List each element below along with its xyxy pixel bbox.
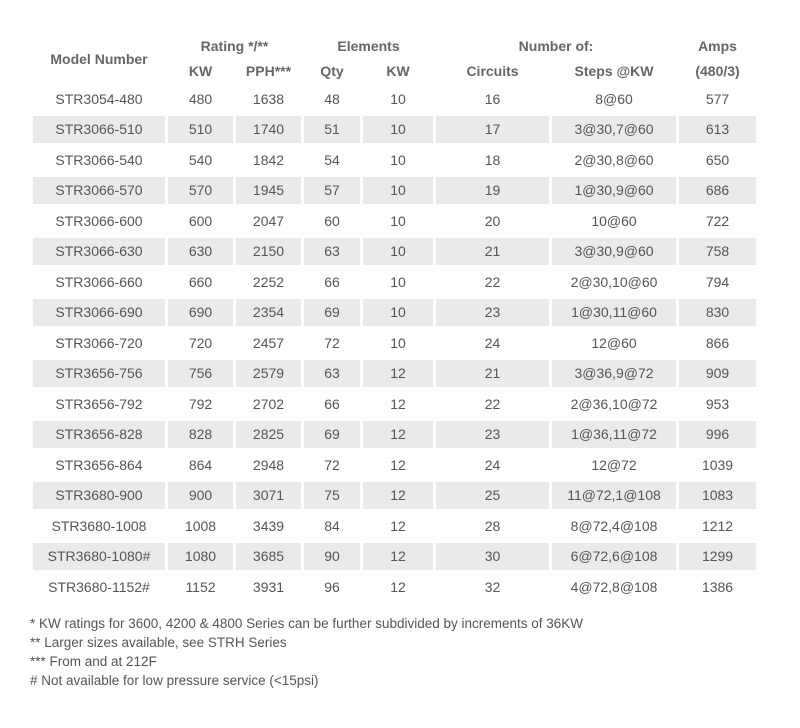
cell-elements-qty: 84: [324, 517, 340, 534]
cell-model-number: STR3656-756: [33, 360, 165, 388]
header-rating: Rating */**: [200, 38, 269, 54]
cell-rating-kw: 540: [188, 151, 213, 168]
cell-rating-kw: 864: [188, 456, 213, 473]
cell-elements-kw: 10: [363, 299, 433, 327]
cell-rating-kw: 510: [168, 116, 233, 144]
table-row: [33, 299, 756, 327]
cell-model-number: STR3680-900: [33, 482, 165, 510]
header-circuits: Circuits: [466, 63, 519, 79]
cell-rating-pph: 2150: [236, 238, 301, 266]
cell-elements-kw: 12: [390, 517, 406, 534]
cell-rating-pph: 2948: [252, 456, 285, 473]
cell-steps-at-kw: 8@72,4@108: [570, 517, 658, 534]
cell-elements-kw: 10: [363, 177, 433, 205]
cell-amps: 1212: [701, 517, 734, 534]
cell-steps-at-kw: 11@72,1@108: [552, 482, 676, 510]
cell-elements-kw: 12: [363, 360, 433, 388]
cell-circuits: 22: [484, 273, 501, 290]
cell-rating-kw: 720: [188, 334, 213, 351]
cell-amps: 686: [679, 177, 756, 205]
cell-rating-kw: 690: [168, 299, 233, 327]
cell-rating-pph: 1945: [236, 177, 301, 205]
cell-elements-qty: 54: [324, 151, 340, 168]
cell-steps-at-kw: 8@60: [595, 90, 633, 107]
header-number-of: Number of:: [518, 38, 594, 54]
cell-elements-kw: 10: [363, 238, 433, 266]
cell-rating-kw: 570: [168, 177, 233, 205]
header-amps-voltage: (480/3): [695, 63, 740, 79]
cell-circuits: 32: [484, 578, 501, 595]
cell-amps: 577: [705, 90, 730, 107]
cell-rating-kw: 900: [168, 482, 233, 510]
cell-amps: 1083: [679, 482, 756, 510]
cell-model-number: STR3066-510: [33, 116, 165, 144]
cell-model-number: STR3656-828: [33, 421, 165, 449]
cell-circuits: 25: [436, 482, 549, 510]
cell-model-number: STR3054-480: [55, 90, 143, 107]
cell-model-number: STR3066-720: [55, 334, 143, 351]
cell-model-number: STR3066-570: [33, 177, 165, 205]
table-row: [33, 421, 756, 449]
cell-amps: 1039: [701, 456, 734, 473]
cell-circuits: 16: [484, 90, 501, 107]
cell-amps: 650: [705, 151, 730, 168]
cell-elements-qty: 63: [304, 238, 360, 266]
cell-steps-at-kw: 12@72: [591, 456, 637, 473]
footnote-from-and-at: *** From and at 212F: [30, 654, 157, 669]
cell-steps-at-kw: 2@36,10@72: [570, 395, 658, 412]
cell-steps-at-kw: 1@30,9@60: [552, 177, 676, 205]
table-row: [33, 85, 756, 113]
cell-circuits: 24: [484, 334, 501, 351]
cell-model-number: STR3066-630: [33, 238, 165, 266]
cell-circuits: 28: [484, 517, 501, 534]
cell-circuits: 30: [436, 543, 549, 571]
table-row: [33, 451, 756, 479]
cell-amps: 1299: [679, 543, 756, 571]
cell-rating-pph: 1842: [252, 151, 285, 168]
cell-circuits: 24: [484, 456, 501, 473]
table-row: [33, 329, 756, 357]
cell-steps-at-kw: 12@60: [591, 334, 637, 351]
cell-steps-at-kw: 10@60: [591, 212, 637, 229]
cell-amps: 866: [705, 334, 730, 351]
header-element-kw: KW: [386, 63, 410, 79]
cell-rating-pph: 2702: [252, 395, 285, 412]
cell-elements-qty: 69: [304, 299, 360, 327]
cell-steps-at-kw: 2@30,8@60: [574, 151, 654, 168]
cell-amps: 996: [679, 421, 756, 449]
cell-rating-kw: 660: [188, 273, 213, 290]
cell-circuits: 21: [436, 238, 549, 266]
cell-elements-qty: 57: [304, 177, 360, 205]
cell-circuits: 19: [436, 177, 549, 205]
cell-amps: 830: [679, 299, 756, 327]
cell-elements-kw: 12: [363, 543, 433, 571]
cell-rating-pph: 3931: [252, 578, 285, 595]
table-row: [33, 512, 756, 540]
cell-amps: 953: [705, 395, 730, 412]
footnote-low-pressure: # Not available for low pressure service (<15psi): [30, 673, 319, 688]
cell-model-number: STR3656-864: [55, 456, 143, 473]
cell-rating-kw: 480: [188, 90, 213, 107]
cell-rating-pph: 1740: [236, 116, 301, 144]
table-body: [33, 85, 756, 601]
cell-model-number: STR3656-792: [55, 395, 143, 412]
cell-circuits: 22: [484, 395, 501, 412]
cell-elements-qty: 66: [324, 395, 340, 412]
cell-circuits: 23: [436, 421, 549, 449]
cell-amps: 794: [705, 273, 730, 290]
cell-model-number: STR3680-1152#: [48, 578, 150, 595]
cell-elements-qty: 60: [324, 212, 340, 229]
cell-elements-kw: 10: [390, 273, 406, 290]
table-row: [33, 573, 756, 601]
cell-elements-qty: 69: [304, 421, 360, 449]
cell-rating-kw: 600: [188, 212, 213, 229]
table-row: [33, 482, 756, 510]
footnote-larger-sizes: ** Larger sizes available, see STRH Series: [30, 635, 287, 650]
cell-elements-qty: 63: [304, 360, 360, 388]
cell-rating-kw: 1008: [184, 517, 217, 534]
cell-elements-kw: 10: [390, 334, 406, 351]
cell-steps-at-kw: 3@30,9@60: [552, 238, 676, 266]
header-steps: Steps @KW: [574, 63, 654, 79]
cell-rating-pph: 2047: [252, 212, 285, 229]
cell-rating-pph: 2579: [236, 360, 301, 388]
cell-rating-pph: 3439: [252, 517, 285, 534]
cell-rating-kw: 1152: [185, 578, 216, 595]
cell-rating-kw: 756: [168, 360, 233, 388]
cell-elements-kw: 12: [390, 578, 406, 595]
cell-elements-qty: 90: [304, 543, 360, 571]
cell-model-number: STR3066-540: [55, 151, 143, 168]
table-row: [33, 238, 756, 266]
cell-rating-kw: 630: [168, 238, 233, 266]
table-row: [33, 207, 756, 235]
cell-circuits: 21: [436, 360, 549, 388]
cell-amps: 1386: [701, 578, 734, 595]
header-pph: PPH***: [245, 63, 292, 79]
cell-steps-at-kw: 1@36,11@72: [552, 421, 676, 449]
cell-elements-qty: 51: [304, 116, 360, 144]
cell-circuits: 17: [436, 116, 549, 144]
cell-model-number: STR3066-690: [33, 299, 165, 327]
cell-rating-pph: 3071: [236, 482, 301, 510]
cell-model-number: STR3680-1080#: [33, 543, 165, 571]
cell-rating-pph: 2457: [252, 334, 285, 351]
table-row: [33, 146, 756, 174]
table-row: [33, 390, 756, 418]
cell-elements-kw: 10: [390, 212, 406, 229]
cell-amps: 758: [679, 238, 756, 266]
cell-rating-pph: 2354: [236, 299, 301, 327]
table-row: [33, 268, 756, 296]
cell-circuits: 18: [484, 151, 501, 168]
cell-elements-qty: 72: [324, 456, 340, 473]
cell-circuits: 23: [436, 299, 549, 327]
table-row: [33, 177, 756, 205]
cell-steps-at-kw: 3@36,9@72: [552, 360, 676, 388]
cell-rating-kw: 792: [188, 395, 213, 412]
cell-rating-kw: 1080: [168, 543, 233, 571]
cell-elements-kw: 12: [390, 395, 406, 412]
specifications-table-container: [30, 32, 742, 604]
cell-rating-pph: 2825: [236, 421, 301, 449]
cell-elements-qty: 66: [324, 273, 340, 290]
cell-elements-qty: 72: [324, 334, 340, 351]
cell-elements-qty: 48: [324, 90, 340, 107]
header-kw: KW: [188, 63, 213, 79]
header-elements: Elements: [337, 38, 400, 54]
cell-elements-kw: 10: [390, 90, 406, 107]
table-row: [33, 543, 756, 571]
cell-elements-kw: 10: [363, 116, 433, 144]
cell-rating-pph: 1638: [252, 90, 285, 107]
cell-steps-at-kw: 6@72,6@108: [552, 543, 676, 571]
cell-circuits: 20: [484, 212, 501, 229]
cell-model-number: STR3066-600: [55, 212, 143, 229]
header-amps: Amps: [698, 38, 737, 54]
cell-elements-kw: 12: [390, 456, 406, 473]
cell-elements-qty: 75: [304, 482, 360, 510]
table-row: [33, 116, 756, 144]
cell-elements-kw: 12: [363, 482, 433, 510]
header-model-number: Model Number: [50, 50, 148, 67]
cell-elements-qty: 96: [324, 578, 340, 595]
cell-elements-kw: 10: [390, 151, 406, 168]
cell-rating-kw: 828: [168, 421, 233, 449]
footnote-kw-ratings: * KW ratings for 3600, 4200 & 4800 Series can be further subdivided by increments of 36KW: [30, 616, 584, 631]
footnotes: [30, 614, 583, 690]
table-row: [33, 360, 756, 388]
cell-steps-at-kw: 1@30,11@60: [552, 299, 676, 327]
cell-rating-pph: 3685: [236, 543, 301, 571]
cell-model-number: STR3066-660: [55, 273, 143, 290]
cell-amps: 613: [679, 116, 756, 144]
cell-steps-at-kw: 4@72,8@108: [570, 578, 658, 595]
cell-rating-pph: 2252: [252, 273, 285, 290]
cell-amps: 722: [705, 212, 730, 229]
cell-steps-at-kw: 2@30,10@60: [570, 273, 658, 290]
specifications-table: [30, 32, 759, 604]
cell-model-number: STR3680-1008: [51, 517, 147, 534]
cell-steps-at-kw: 3@30,7@60: [552, 116, 676, 144]
header-qty: Qty: [320, 63, 344, 79]
cell-elements-kw: 12: [363, 421, 433, 449]
cell-amps: 909: [679, 360, 756, 388]
